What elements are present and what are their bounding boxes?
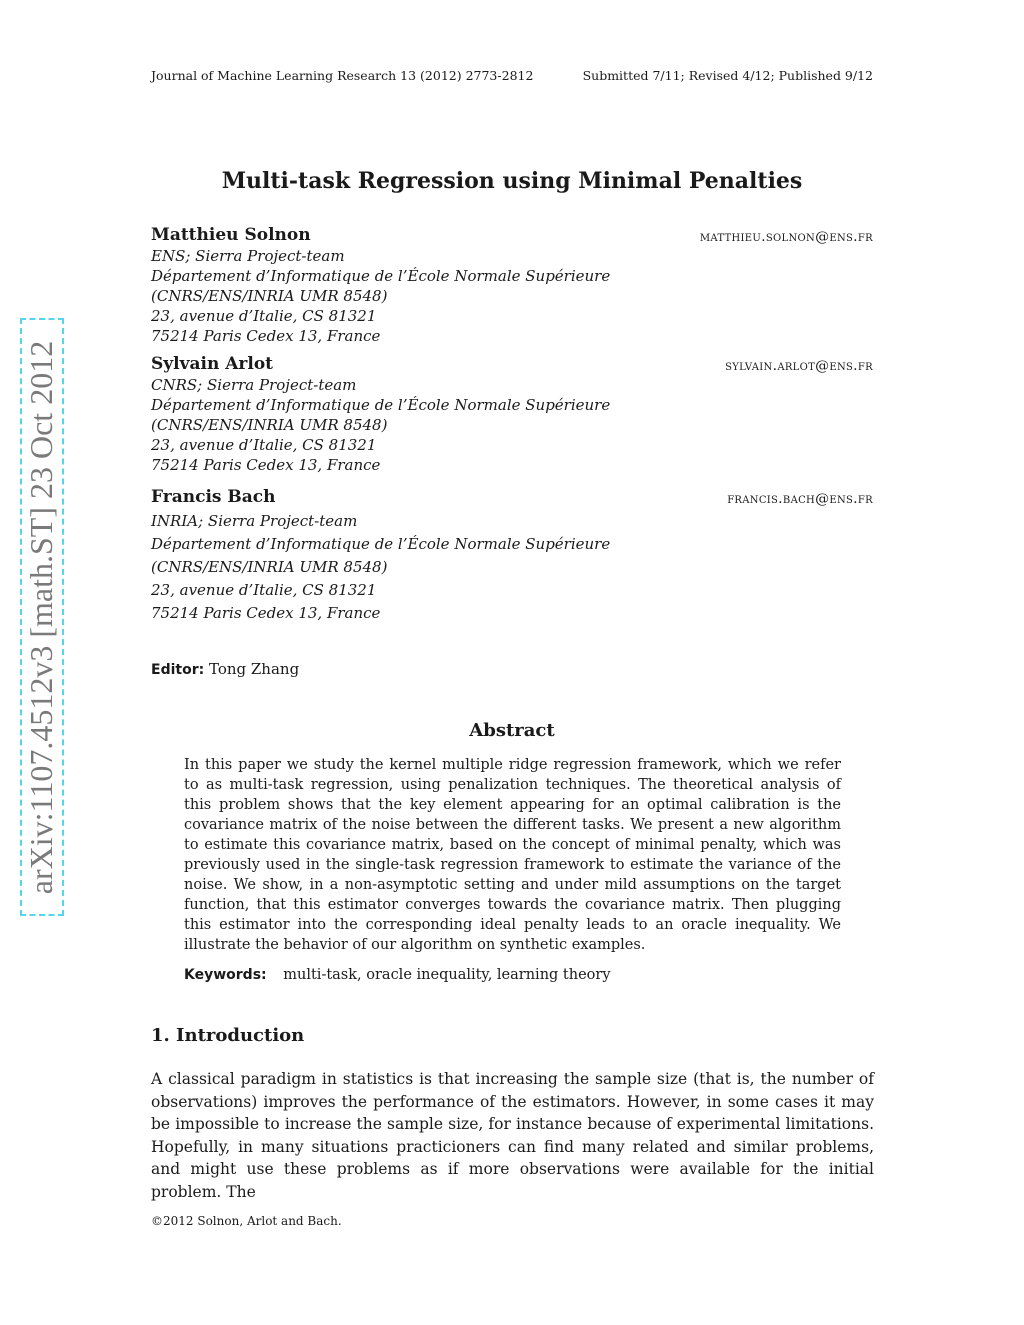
author-name: Sylvain Arlot xyxy=(151,354,274,374)
affiliation-line: INRIA; Sierra Project-team xyxy=(151,512,358,530)
editor-label: Editor: xyxy=(151,662,205,678)
paper-title: Multi-task Regression using Minimal Penalties xyxy=(221,168,803,194)
journal-header: Journal of Machine Learning Research 13 (2012) 2773-2812 xyxy=(151,68,534,83)
keywords-line xyxy=(184,967,611,983)
affiliation-line: 23, avenue d’Italie, CS 81321 xyxy=(151,436,377,454)
author-name: Francis Bach xyxy=(151,487,276,507)
affiliation-line: Département d’Informatique de l’École Normale Supérieure xyxy=(151,396,611,414)
abstract-text: In this paper we study the kernel multiple ridge regression framework, which we refer to as multi-task regression, using penalization techniques. The theoretical analysis of this problem shows that the key element appearing for an optimal calibration is the covariance matrix of the noise between the different tasks. We present a new algorithm to estimate this covariance matrix, based on the concept of minimal penalty, which was previously used in the single-task regression framework to estimate the variance of the noise. We show, in a non-asymptotic setting and under mild assumptions on the target function, that this estimator converges towards the covariance matrix. Then plugging this estimator into the corresponding ideal penalty leads to an oracle inequality. We illustrate the behavior of our algorithm on synthetic examples. xyxy=(184,757,841,953)
author-name: Matthieu Solnon xyxy=(151,225,311,245)
affiliation-line: (CNRS/ENS/INRIA UMR 8548) xyxy=(151,558,388,576)
copyright-footnote: ©2012 Solnon, Arlot and Bach. xyxy=(151,1214,342,1228)
affiliation-line: 75214 Paris Cedex 13, France xyxy=(151,327,381,345)
submission-dates: Submitted 7/11; Revised 4/12; Published 9/12 xyxy=(582,68,873,83)
author-affiliation xyxy=(151,246,610,346)
affiliation-line: 23, avenue d’Italie, CS 81321 xyxy=(151,307,377,325)
author-email[interactable]: sylvain.arlot@ens.fr xyxy=(725,358,873,374)
arxiv-identifier: arXiv:1107.4512v3 [math.ST] 23 Oct 2012 xyxy=(23,340,60,894)
author-affiliation xyxy=(151,375,610,475)
affiliation-line: Département d’Informatique de l’École Normale Supérieure xyxy=(151,267,611,285)
affiliation-line: CNRS; Sierra Project-team xyxy=(151,376,357,394)
affiliation-line: 75214 Paris Cedex 13, France xyxy=(151,456,381,474)
affiliation-line: (CNRS/ENS/INRIA UMR 8548) xyxy=(151,416,388,434)
affiliation-line: 23, avenue d’Italie, CS 81321 xyxy=(151,581,377,599)
section-heading: 1. Introduction xyxy=(151,1025,305,1046)
author-email[interactable]: matthieu.solnon@ens.fr xyxy=(699,229,873,245)
arxiv-identifier-stamp xyxy=(20,318,64,916)
editor-name: Tong Zhang xyxy=(208,660,300,678)
affiliation-line: 75214 Paris Cedex 13, France xyxy=(151,604,381,622)
affiliation-line: ENS; Sierra Project-team xyxy=(151,247,345,265)
abstract-heading: Abstract xyxy=(469,720,555,741)
author-affiliation xyxy=(151,510,610,625)
affiliation-line: Département d’Informatique de l’École Normale Supérieure xyxy=(151,535,611,553)
keywords-text: multi-task, oracle inequality, learning theory xyxy=(283,967,611,983)
keywords-label: Keywords: xyxy=(184,967,267,983)
affiliation-line: (CNRS/ENS/INRIA UMR 8548) xyxy=(151,287,388,305)
introduction-paragraph: A classical paradigm in statistics is that increasing the sample size (that is, the number of observations) improves the performance of the estimators. However, in some cases it may be impossible to increase the sample size, for instance because of experimental limitations. Hopefully, in many situations practicioners can find many related and similar problems, and might use these problems as if more observations were available for the initial problem. The xyxy=(151,1070,874,1201)
editor-line xyxy=(151,660,299,678)
author-email[interactable]: francis.bach@ens.fr xyxy=(727,491,873,507)
